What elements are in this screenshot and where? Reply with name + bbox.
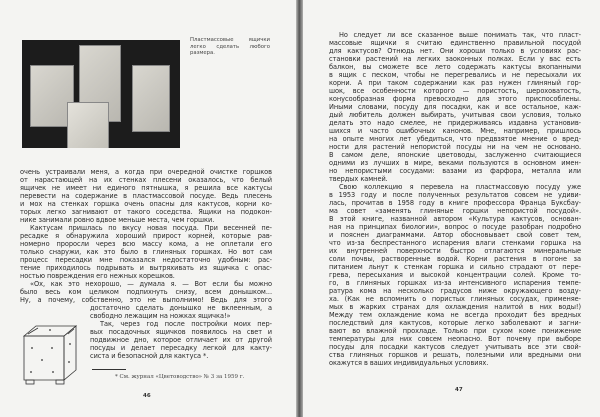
text-line: свободно лежащим на ножках ящичка!» <box>90 312 231 320</box>
text-line: ма совет «заменять глиняные горшки непористой посудой». <box>329 207 581 215</box>
right-body-text <box>329 31 581 367</box>
text-line: Так, через год после постройки моих пер- <box>100 320 272 328</box>
text-line: ратура кома на несколько градусов ниже окружающего возду- <box>329 287 581 295</box>
left-side-text <box>90 304 272 360</box>
text-line: температуры для них совсем неопасно. Вот почему при выборе <box>329 335 581 343</box>
text-line: торых легко загнивают от такого соседства. Ящики на подокон- <box>20 208 272 216</box>
page-number-right: 47 <box>455 387 463 393</box>
photo-caption <box>190 37 270 57</box>
text-line: подвижное дно, которое отличает их от другой <box>90 336 272 344</box>
caption-line: Пластмассовые ящички <box>190 37 270 43</box>
text-line: ресадке я обнаружила хороший прирост корней, которые рав- <box>20 232 272 240</box>
left-page <box>0 0 297 417</box>
box-with-legs-drawing <box>20 322 82 388</box>
text-line: от нарастающей на их стенках плесени оказалось, что белый <box>20 176 272 184</box>
text-line: вают во влажной прохладе. Только при сухом коме понижение <box>329 327 581 335</box>
text-line: перевести на содержание в пластмассовой посуде. Ведь плесень <box>20 192 272 200</box>
text-line: твердых камней. <box>329 175 388 183</box>
text-line: достаточно сделать донышко не вклеенным, а <box>90 304 272 312</box>
text-line: В самом деле, японские цветоводы, заслуженно считающиеся <box>329 151 581 159</box>
footnote: * См. журнал «Цветоводство» № 3 за 1959 г. <box>115 374 245 380</box>
text-line: становки растений на легких заоконных полках. Если у вас есть <box>329 55 581 63</box>
text-line: ства глиняных горшков и решать, полезными или вредными они <box>329 351 581 359</box>
text-line: было весь ком целиком подпихнуть снизу, всем донышком... <box>20 288 272 296</box>
text-line: «Ох, как это нехорошо, — думала я. — Вот если бы можно <box>30 280 272 288</box>
text-line: процесс пересадки мне показался недостаточно удобным: рас- <box>20 256 272 264</box>
text-line: тение приходилось подрывать и вытряхивать из ящичка с опас- <box>20 264 272 272</box>
text-line: только снаружи, как это было в глиняных горшках. Но вот сам <box>20 248 272 256</box>
text-line: одними из лучших в мире, веками пользуются в основном имен- <box>329 159 581 167</box>
text-line: для кактусов? Отнюдь нет. Они хороши только в условиях рас- <box>329 47 581 55</box>
text-line: Иными словами, посуду для посадки, как и все остальное, каж- <box>329 103 581 111</box>
text-line: балкон, вы сможете все лето содержать кактусы вкопанными <box>329 63 581 71</box>
text-line: массовые ящички я считаю единственно правильной посудой <box>329 39 581 47</box>
text-line: го, в глиняных горшках из-за интенсивного испарения темпе- <box>329 279 581 287</box>
caption-line: размера. <box>190 50 215 56</box>
text-line: посуды и делает пересадку легкой для какту- <box>90 344 272 352</box>
footnote-rule <box>92 369 126 370</box>
text-line: Свою коллекцию я перевела на пластмассовую посуду уже <box>339 183 581 191</box>
text-line: на опыте многих лет убедиться, что предвзятое мнение о вред- <box>329 135 581 143</box>
text-line: Между тем охлаждение кома не всегда проходит без вредных <box>329 311 581 319</box>
text-line: вых посадочных ящичков появилось на свет и <box>90 328 272 336</box>
left-body-text <box>20 168 272 304</box>
right-page <box>303 0 600 417</box>
text-line: лась, прочитав в 1958 году в книге профессора Франца Буксбау- <box>329 199 581 207</box>
text-line: нике занимали ровно вдвое меньше места, чем горшки. <box>20 216 215 224</box>
text-line: ности для растений непористой посуды ни на чем не основано. <box>329 143 581 151</box>
text-line: ящичек не имеет ни единого пятнышка, я решила все кактусы <box>20 184 272 192</box>
text-line: их внутренней поверхности быстро отлагаются минеральные <box>329 247 581 255</box>
text-line: Кактусам пришлась по вкусу новая посуда. При весенней пе- <box>30 224 272 232</box>
text-line: что из-за беспрестанного испарения влаги стенками горшка на <box>329 239 581 247</box>
text-line: ностью повреждения его нежных корешков. <box>20 272 175 280</box>
text-line: номерно проросли через всю массу кома, а не оплетали его <box>20 240 272 248</box>
text-line: дый любитель должен выбирать, учитывая свои условия, только <box>329 111 581 119</box>
text-line: питанием льнут к стенкам горшка и сильно страдают от пере- <box>329 263 581 271</box>
text-line: и пояснен диаграммами. Автор обосновывает свой совет тем, <box>329 231 581 239</box>
text-line: и мох на стенках горшка очень опасны для кактусов, корни ко- <box>20 200 272 208</box>
text-line: ная на принципах биологии», вопрос о посуде разобран подробно <box>329 223 581 231</box>
text-line: Ну, а почему, собственно, это не выполнимо! Ведь для этого <box>20 296 272 304</box>
text-line: шихся и часто ошибочных канонов. Мне, например, пришлось <box>329 127 581 135</box>
text-line: в 1953 году и после полученных результатов совсем не удиви- <box>329 191 581 199</box>
text-line: мых в жарких странах для охлаждения налитой в них воды!) <box>329 303 581 311</box>
caption-line: легко сделать любого <box>190 43 270 50</box>
page-number-left: 46 <box>143 393 151 399</box>
text-line: грева, пересыхания и высокой концентрации солей. Кроме то- <box>329 271 581 279</box>
text-line: окажутся в ваших индивидуальных условиях. <box>329 359 489 367</box>
text-line: в ящик с песком, чтобы не перегревались и не пересыхали их <box>329 71 581 79</box>
text-line: посуды для посадки кактусов следует учитывать все эти свой- <box>329 343 581 351</box>
text-line: ха. (Как не вспомнить о пористых глиняных сосудах, применяе- <box>329 295 581 303</box>
text-line: Но следует ли все сказанное выше понимать так, что пласт- <box>339 31 581 39</box>
text-line: систа и безопасной для кактуса *. <box>90 352 209 360</box>
text-line: шок, все особенности которого — пористость, шероховатость, <box>329 87 581 95</box>
text-line: очень устраивали меня, а когда при очередной очистке горшков <box>20 168 272 176</box>
text-line: В этой книге, названной автором «Культура кактусов, основан- <box>329 215 581 223</box>
plastic-boxes-photo <box>22 40 180 148</box>
text-line: корни. А при таком содержании как раз нужен глиняный гор- <box>329 79 581 87</box>
text-line: но непористыми сосудами: вазами из фарфора, металла или <box>329 167 581 175</box>
text-line: делать это надо смелее, не придерживаясь издавна установив- <box>329 119 581 127</box>
text-line: последствий для кактусов, которые легко заболевают и загни- <box>329 319 581 327</box>
text-line: конусообразная форма превосходно для этого приспособлены. <box>329 95 581 103</box>
text-line: соли почвы, растворенные водой. Корни растения в погоне за <box>329 255 581 263</box>
